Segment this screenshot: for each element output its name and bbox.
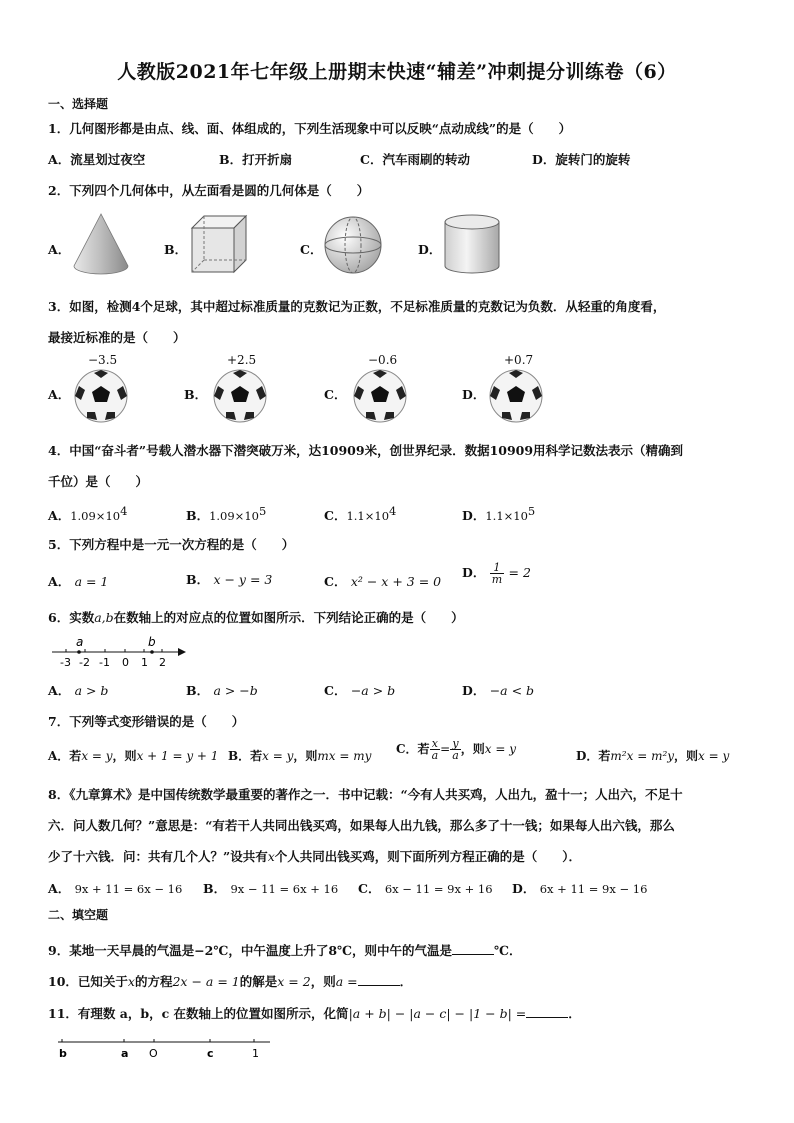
- q6-tick-m3: -3: [60, 656, 71, 669]
- q6-option-d[interactable]: D． −a < b: [462, 683, 535, 698]
- q6-point-a: [77, 650, 81, 654]
- q4-label-a: A．: [48, 508, 71, 524]
- q8-line3: 少了十六钱．问：共有几个人？”设共有x个人共同出钱买鸡，则下面所列方程正确的是（ ）．: [48, 849, 582, 864]
- q3-label-c[interactable]: C．: [324, 387, 347, 402]
- q6-stem: 6．实数a,b在数轴上的对应点的位置如图所示．下列结论正确的是（ ）: [48, 610, 464, 625]
- q8-option-b[interactable]: B． 9x − 11 = 6x + 16: [203, 881, 339, 896]
- q7-stem: 7．下列等式变形错误的是（ ）: [48, 714, 245, 729]
- q6-point-b: [150, 650, 154, 654]
- page-title: 人教版2021年七年级上册期末快速“辅差”冲刺提分训练卷（6）: [117, 61, 677, 83]
- q10-answer-blank[interactable]: [358, 975, 400, 986]
- cylinder-icon: [442, 212, 502, 276]
- q11-label-a: a: [121, 1047, 129, 1060]
- q3-stem-line1: 3．如图，检测4个足球，其中超过标准质量的克数记为正数，不足标准质量的克数记为负数．从轻重的角度看，: [48, 299, 666, 314]
- q1-stem: 1．几何图形都是由点、线、面、体组成的，下列生活现象中可以反映“点动成线”的是（ ）: [48, 121, 572, 136]
- q4-label-c: C．: [324, 508, 347, 524]
- q4-label-d: D．: [462, 508, 486, 524]
- q11-number-line: [54, 1034, 278, 1064]
- ball-c-value: −0.6: [368, 353, 398, 367]
- ball-d-value: +0.7: [504, 353, 534, 367]
- q6-option-c[interactable]: C． −a > b: [324, 683, 396, 698]
- q11: 11．有理数 a，b，c 在数轴上的位置如图所示，化简|a + b| − |a − c| − |1 − b| = ．: [48, 1006, 581, 1021]
- q4-exp-c: 4: [389, 504, 397, 518]
- q11-answer-blank[interactable]: [526, 1007, 568, 1018]
- q6-option-b[interactable]: B． a > −b: [186, 683, 258, 698]
- q5-expr-b: x − y = 3: [213, 572, 273, 587]
- q6-point-label-a: a: [76, 635, 84, 649]
- q5-option-a[interactable]: [48, 572, 108, 590]
- q6-tick-2: 2: [159, 656, 166, 669]
- q4-exp-b: 5: [258, 504, 267, 518]
- q5-label-c: C．: [324, 574, 347, 589]
- q4-value-a: 1.09×10: [70, 509, 121, 524]
- soccer-ball-d-icon: [488, 368, 544, 424]
- q5-label-d: D．: [462, 565, 486, 580]
- q3-label-b[interactable]: B．: [184, 387, 208, 402]
- q5-label-b: B．: [186, 572, 210, 587]
- q5-option-d[interactable]: [462, 562, 531, 585]
- q7-option-d[interactable]: D．若m²x = m²y，则x = y: [576, 749, 730, 763]
- q11-label-o: O: [149, 1047, 158, 1060]
- q6-tick-m2: -2: [79, 656, 90, 669]
- q8-line1: 8．《九章算术》是中国传统数学最重要的著作之一．书中记载：“今有人共买鸡，人出九，盈十一；人出六，不足十: [48, 787, 683, 802]
- q9: 9．某地一天早晨的气温是−2℃，中午温度上升了8℃，则中午的气温是 ℃．: [48, 943, 522, 958]
- q7-option-a[interactable]: A．若x = y，则x + 1 = y + 1: [48, 749, 219, 763]
- q5-fraction: $\frac{1}{m}$: [491, 561, 503, 586]
- q8-line2: 六．问人数几何？”意思是：“有若干人共同出钱买鸡，如果每人出九钱，那么多了十一钱；如果每人出六钱，那么: [48, 818, 675, 833]
- q4-option-d[interactable]: [462, 504, 535, 524]
- q5-option-c[interactable]: [324, 572, 441, 590]
- q11-label-1: 1: [252, 1047, 259, 1060]
- q4-exp-d: 5: [527, 504, 536, 518]
- q4-value-d: 1.1×10: [485, 509, 528, 524]
- q5-stem: 5．下列方程中是一元一次方程的是（ ）: [48, 537, 295, 552]
- q3-label-d[interactable]: D．: [462, 387, 486, 402]
- q5-option-b[interactable]: [186, 570, 272, 588]
- q6-tick-0: 0: [122, 656, 129, 669]
- q2-label-c[interactable]: C．: [300, 242, 323, 257]
- q7-option-b[interactable]: B．若x = y，则mx = my: [228, 749, 372, 763]
- q4-exp-a: 4: [120, 504, 128, 518]
- q6-number-line: [48, 632, 190, 670]
- soccer-ball-b-icon: [212, 368, 268, 424]
- q6-tick-1: 1: [141, 656, 148, 669]
- q4-value-b: 1.09×10: [209, 509, 259, 524]
- q4-option-a[interactable]: [48, 504, 127, 524]
- q6-option-a[interactable]: A． a > b: [48, 683, 109, 698]
- q1-option-c[interactable]: C．汽车雨刷的转动: [360, 152, 470, 167]
- q11-label-b: b: [59, 1047, 67, 1060]
- q4-value-c: 1.1×10: [346, 509, 390, 524]
- soccer-ball-c-icon: [352, 368, 408, 424]
- ball-a-value: −3.5: [88, 353, 118, 367]
- q8-option-a[interactable]: A． 9x + 11 = 6x − 16: [48, 881, 183, 896]
- q4-label-b: B．: [186, 508, 210, 524]
- q8-option-c[interactable]: C． 6x − 11 = 9x + 16: [358, 881, 493, 896]
- q5-expr-a: a = 1: [74, 574, 109, 589]
- section-heading-fill: 二、填空题: [48, 908, 109, 922]
- ball-b-value: +2.5: [227, 353, 257, 367]
- cube-icon: [188, 212, 250, 276]
- q1-option-b[interactable]: B．打开折扇: [219, 152, 293, 167]
- q2-label-b[interactable]: B．: [164, 242, 188, 257]
- q5-label-a: A．: [48, 574, 71, 589]
- q9-answer-blank[interactable]: [452, 944, 494, 955]
- q5-expr-d: = 2: [508, 565, 531, 580]
- q11-label-c: c: [207, 1047, 214, 1060]
- sphere-icon: [322, 214, 384, 276]
- q1-option-d[interactable]: D．旋转门的旋转: [532, 152, 631, 167]
- q8-option-d[interactable]: D． 6x + 11 = 9x − 16: [512, 881, 648, 896]
- q4-stem-line2: 千位）是（ ）: [48, 474, 149, 489]
- q3-label-a[interactable]: A．: [48, 387, 71, 402]
- q6-tick-m1: -1: [99, 656, 110, 669]
- q4-option-b[interactable]: [186, 504, 266, 524]
- q3-stem-line2: 最接近标准的是（ ）: [48, 330, 186, 345]
- q2-label-d[interactable]: D．: [418, 242, 442, 257]
- q1-option-a[interactable]: A．流星划过夜空: [48, 152, 146, 167]
- q4-stem-line1: 4．中国“奋斗者”号载人潜水器下潜突破万米，达10909米，创世界纪录．数据10909用科学记数法表示（精确到: [48, 443, 684, 458]
- q6-point-label-b: b: [148, 635, 156, 649]
- q2-stem: 2．下列四个几何体中，从左面看是圆的几何体是（ ）: [48, 183, 370, 198]
- q7-option-c[interactable]: C．若 $\frac{x}{a}$ = $\frac{y}{a}$ ，则x = y: [396, 737, 516, 762]
- q4-option-c[interactable]: [324, 504, 396, 524]
- q5-expr-c: x² − x + 3 = 0: [350, 574, 442, 589]
- q10: 10．已知关于x的方程2x − a = 1的解是x = 2，则a = ．: [48, 974, 413, 989]
- q2-label-a[interactable]: A．: [48, 242, 71, 257]
- cone-icon: [70, 212, 132, 276]
- section-heading-choice: 一、选择题: [48, 97, 109, 111]
- soccer-ball-a-icon: [73, 368, 129, 424]
